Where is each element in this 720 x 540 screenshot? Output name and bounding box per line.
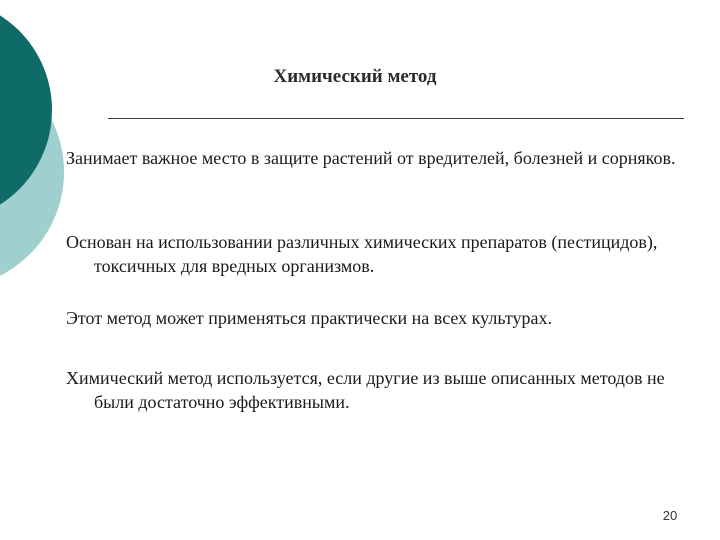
bullet-item: Химический метод используется, если другие из выше описанных методов не были достаточно эффективными. <box>66 368 665 412</box>
title-divider <box>108 118 684 119</box>
page-number: 20 <box>662 508 678 523</box>
bullet-item: Занимает важное место в защите растений от вредителей, болезней и сорняков. <box>66 148 676 168</box>
bullet-item: Этот метод может применяться практически на всех культурах. <box>66 308 552 328</box>
slide-title: Химический метод <box>273 66 437 87</box>
bullet-item: Основан на использовании различных химических препаратов (пестицидов), токсичных для вредных организмов. <box>66 232 658 276</box>
